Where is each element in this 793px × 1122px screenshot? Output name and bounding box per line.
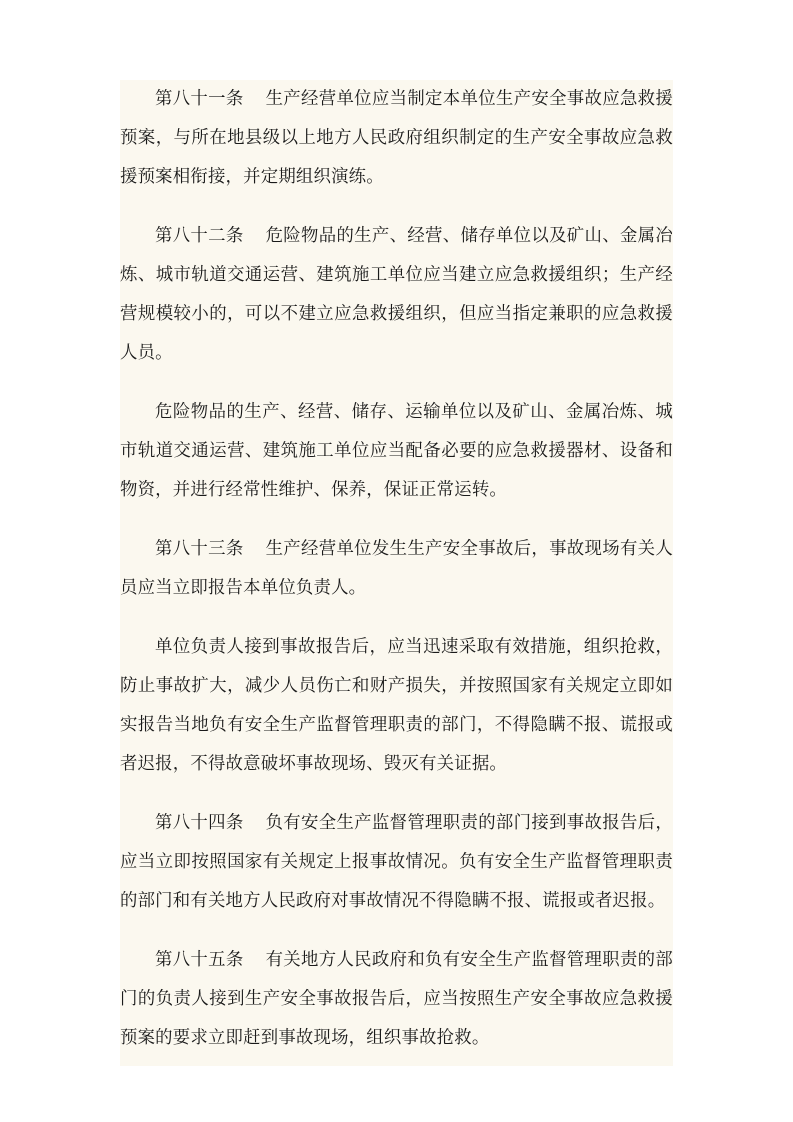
paragraph-article-82-clause-2	[120, 393, 673, 510]
paragraph-text: 负有安全生产监督管理职责的部门接到事故报告后，应当立即按照国家有关规定上报事故情况。负有安全生产监督管理职责的部门和有关地方人民政府对事故情况不得隐瞒不报、谎报或者迟报。	[120, 813, 673, 911]
article-number: 第八十二条	[155, 226, 244, 246]
paragraph-article-81	[120, 80, 673, 197]
paragraph-article-82	[120, 217, 673, 373]
paragraph-text: 危险物品的生产、经营、储存、运输单位以及矿山、金属冶炼、城市轨道交通运营、建筑施工单位应当配备必要的应急救援器材、设备和物资，并进行经常性维护、保养，保证正常运转。	[120, 402, 673, 500]
paragraph-text: 危险物品的生产、经营、储存单位以及矿山、金属冶炼、城市轨道交通运营、建筑施工单位应当建立应急救援组织；生产经营规模较小的，可以不建立应急救援组织，但应当指定兼职的应急救援人员。	[120, 226, 673, 363]
paragraph-article-84	[120, 804, 673, 921]
paragraph-text: 生产经营单位应当制定本单位生产安全事故应急救援预案，与所在地县级以上地方人民政府组织制定的生产安全事故应急救援预案相衔接，并定期组织演练。	[120, 89, 673, 187]
article-number: 第八十一条	[155, 89, 244, 109]
paragraph-text: 单位负责人接到事故报告后，应当迅速采取有效措施，组织抢救，防止事故扩大，减少人员伤亡和财产损失，并按照国家有关规定立即如实报告当地负有安全生产监督管理职责的部门，不得隐瞒不报、谎报或者迟报，不得故意破坏事故现场、毁灭有关证据。	[120, 637, 673, 774]
paragraph-text: 生产经营单位发生生产安全事故后，事故现场有关人员应当立即报告本单位负责人。	[120, 539, 673, 598]
article-number: 第八十三条	[155, 539, 244, 559]
paragraph-article-85	[120, 941, 673, 1066]
paragraph-article-83	[120, 530, 673, 608]
document-body	[120, 80, 673, 1066]
article-number: 第八十五条	[155, 950, 244, 970]
article-number: 第八十四条	[155, 813, 244, 833]
paragraph-article-83-clause-2	[120, 628, 673, 784]
paragraph-text: 有关地方人民政府和负有安全生产监督管理职责的部门的负责人接到生产安全事故报告后，应当按照生产安全事故应急救援预案的要求立即赶到事故现场，组织事故抢救。	[120, 950, 673, 1048]
